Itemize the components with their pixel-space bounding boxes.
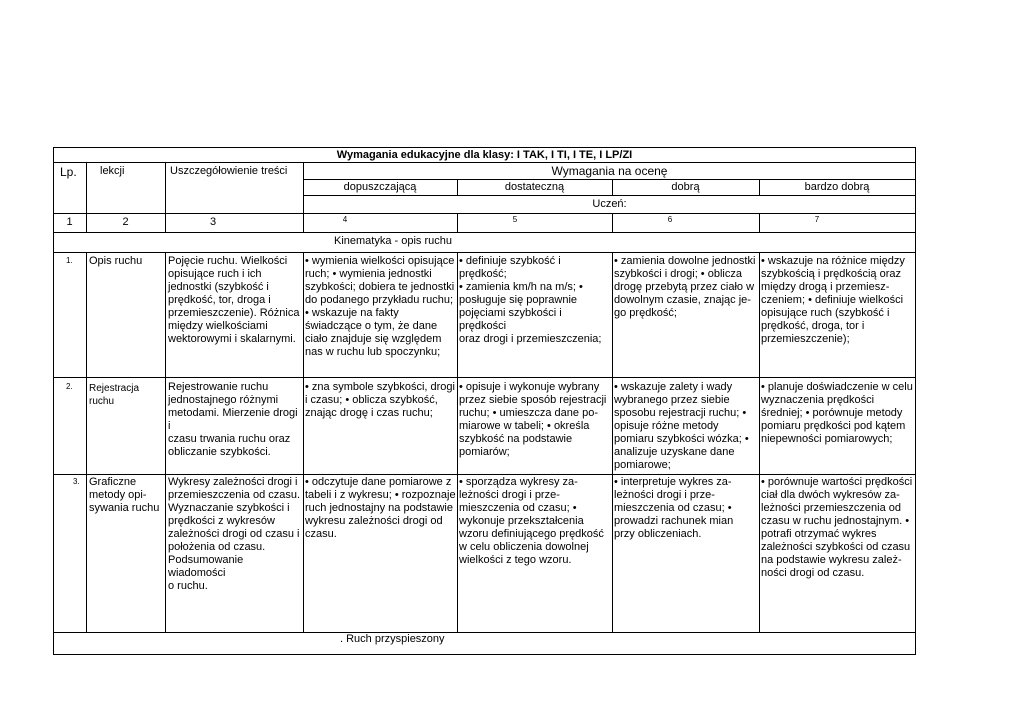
col-divider-lesson-body (165, 252, 166, 632)
row-grade-bardzo-dobra: • porównuje wartości prędkości ciał dla dwóch wykresów za- leżności przemieszczenia od czasu w ruchu jednostajnym. • potrafi otrzymać wykres zależności szybkości od czasu na podstawie wykresu zależ- ności drogi od czasu. (761, 476, 913, 579)
col-number-3: 3 (209, 216, 217, 228)
row-grade-dostateczna: • sporządza wykresy za- leżności drogi i prze- mieszczenia od czasu; • wykonuje przekształcenia wzoru definiującego prędkość w celu obliczenia dowolnej wielkości z tego wzoru. (459, 476, 604, 566)
row-number: 2. (66, 382, 73, 391)
header-wymagania: Wymagania na ocenę (551, 164, 668, 178)
row-grade-dobra: • zamienia dowolne jednostki szybkości i drogi; • oblicza drogę przebytą przez ciało w dowolnym czasie, znając je- go prędkość; (614, 255, 756, 319)
table-border-bottom (53, 654, 916, 655)
title-divider (53, 162, 916, 163)
table-title: Wymagania edukacyjne dla klasy: I TAK, I TI, I TE, I LP/ZI (336, 149, 633, 161)
row-content: Rejestrowanie ruchu jednostajnego różnymi metodami. Mierzenie drogi i czasu trwania ruchu oraz obliczanie szybkości. (168, 381, 298, 458)
row-grade-dopuszczajaca: • odczytuje dane pomiarowe z tabeli i z wykresu; • rozpoznaje ruch jednostajny na podstawie wykresu zależności drogi od czasu. (305, 476, 456, 540)
row-grade-bardzo-dobra: • wskazuje na różnice między szybkością i prędkością oraz między drogą i przemiesz- czeniem; • definiuje wielkości opisujące ruch (szybkość i prędkość, droga, tor i przemieszczenie); (761, 255, 905, 345)
section-divider (53, 252, 916, 253)
row-lesson: Graficzne metody opi- sywania ruchu (89, 476, 160, 514)
col-number-2: 2 (122, 216, 129, 228)
header-divider-1 (303, 179, 916, 180)
col-divider-g5-body (759, 252, 760, 632)
row-lesson: Opis ruchu (89, 255, 143, 267)
col-divider-g3-body (457, 252, 458, 632)
col-divider-lp-body (86, 252, 87, 632)
row-divider-3 (53, 632, 916, 633)
header-uczen: Uczeń: (592, 198, 627, 210)
row-divider-2 (53, 474, 916, 475)
col-divider-content-body (303, 252, 304, 632)
col-divider-g4-body (612, 252, 613, 632)
row-grade-dostateczna: • definiuje szybkość i prędkość; • zamienia km/h na m/s; • posługuje się poprawnie pojęciami szybkości i prędkości oraz drogi i przemieszczenia; (459, 255, 602, 345)
grade-dostateczna: dostateczną (504, 181, 565, 193)
col-number-5: 5 (512, 215, 518, 224)
row-lesson: Rejestracja ruchu (89, 383, 140, 407)
header-lp: Lp. (60, 165, 77, 179)
col-number-7: 7 (814, 215, 820, 224)
row-grade-bardzo-dobra: • planuje doświadczenie w celu wyznaczenia prędkości średniej; • porównuje metody pomiaru prędkości pod kątem niepewności pomiarowych; (761, 381, 913, 445)
col-number-6: 6 (667, 215, 673, 224)
row-grade-dopuszczajaca: • wymienia wielkości opisujące ruch; • wymienia jednostki szybkości; dobiera te jednostki do podanego przykładu ruchu; • wskazuje na fakty świadczące o tym, że dane ciało znajduje się względem nas w ruchu lub spoczynku; (305, 255, 455, 358)
row-grade-dobra: • wskazuje zalety i wady wybranego przez siebie sposobu rejestracji ruchu; • opisuje różne metody pomiaru szybkości wózka; • analizuje uzyskane dane pomiarowe; (614, 381, 749, 471)
header-divider-3 (53, 213, 916, 214)
header-lekcji: lekcji (100, 165, 125, 177)
grade-bardzo-dobra: bardzo dobrą (804, 181, 870, 193)
row-content: Pojęcie ruchu. Wielkości opisujące ruch i ich jednostki (szybkość i prędkość, tor, droga i przemieszczenie). Różnica między wielkościami wektorowymi i skalarnymi. (168, 255, 300, 345)
table-border-right (915, 147, 916, 654)
row-divider-1 (53, 377, 916, 378)
row-grade-dopuszczajaca: • zna symbole szybkości, drogi i czasu; • oblicza szybkość, znając drogę i czas ruchu; (305, 381, 455, 419)
grade-dopuszczajaca: dopuszczającą (343, 181, 417, 193)
header-divider-2 (303, 195, 916, 196)
row-number: 3. (73, 477, 80, 486)
grade-dobra: dobrą (671, 181, 700, 193)
section-title: . Ruch przyspieszony (340, 633, 445, 645)
col-number-4: 4 (342, 215, 348, 224)
header-tresci: Uszczegółowienie treści (170, 165, 288, 177)
row-number: 1. (66, 256, 73, 265)
col-number-1: 1 (66, 216, 73, 228)
header-divider-4 (53, 232, 916, 233)
row-content: Wykresy zależności drogi i przemieszczenia od czasu. Wyznaczanie szybkości i prędkości z wykresów zależności drogi od czasu i położenia od czasu. Podsumowanie wiadomości o ruchu. (168, 476, 301, 592)
row-grade-dobra: • interpretuje wykres za- leżności drogi i prze- mieszczenia od czasu; • prowadzi rachunek mian przy obliczeniach. (614, 476, 734, 540)
row-grade-dostateczna: • opisuje i wykonuje wybrany przez siebie sposób rejestracji ruchu; • umieszcza dane po- miarowe w tabeli; • określa szybkość na podstawie pomiarów; (459, 381, 607, 458)
section-title: Kinematyka - opis ruchu (334, 235, 452, 247)
table-border-top (53, 147, 916, 148)
